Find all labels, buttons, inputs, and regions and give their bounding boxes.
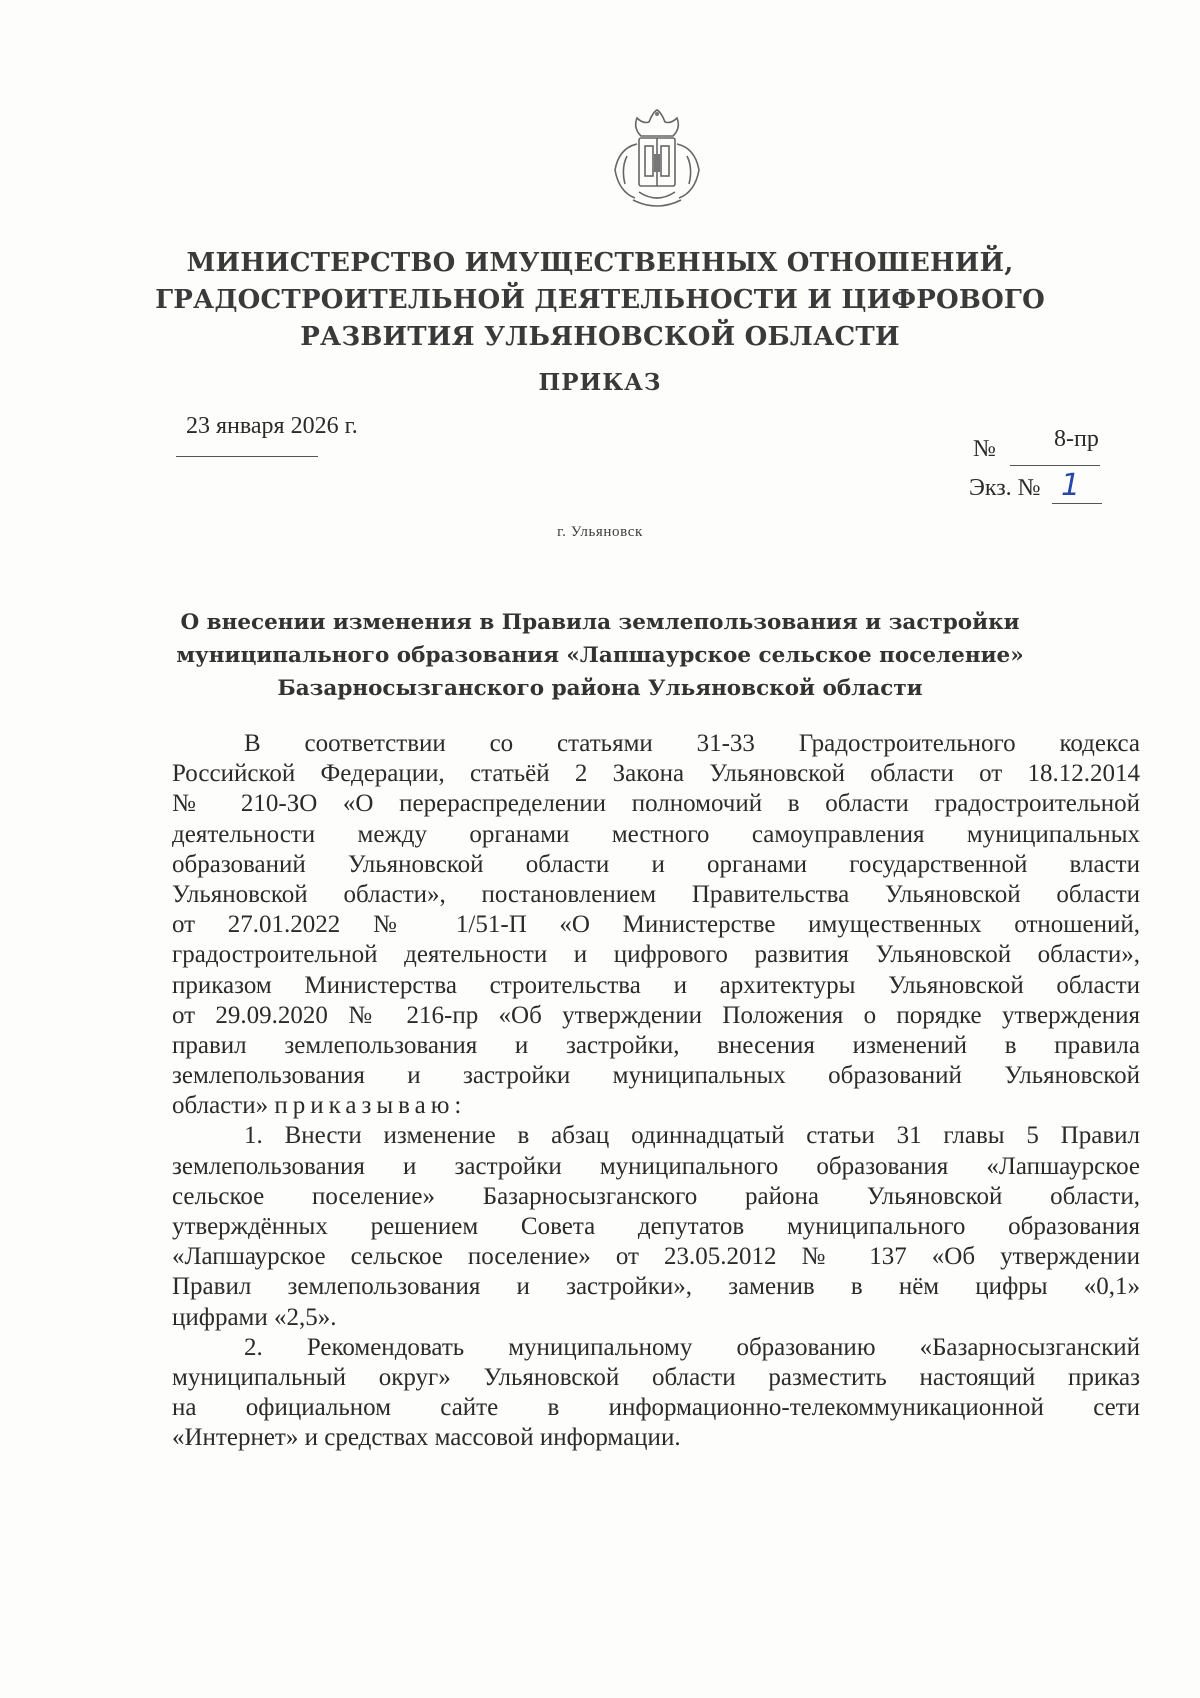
ministry-line: МИНИСТЕРСТВО ИМУЩЕСТВЕННЫХ ОТНОШЕНИЙ, [186,248,1014,278]
body-line: на официальном сайте в информационно-телекоммуникационной сети [172,1394,1140,1422]
body-line: «Лапшаурское сельское поселение» от 23.05.2012 № 137 «Об утверждении [172,1243,1140,1271]
body-line: Российской Федерации, статьёй 2 Закона Ульяновской области от 18.12.2014 [172,760,1140,788]
number-underline [1010,465,1100,466]
body-text: области» [172,1092,269,1120]
number-label: № [973,436,996,462]
body-line: приказом Министерства строительства и архитектуры Ульяновской области [172,971,1140,999]
body-line: от 27.01.2022 № 1/51-П «О Министерстве имущественных отношений, [172,911,1140,939]
copy-number-handwritten: 1 [1061,468,1081,503]
body-line: Правил землепользования и застройки», заменив в нём цифры «0,1» [172,1273,1140,1301]
ministry-line: ГРАДОСТРОИТЕЛЬНОЙ ДЕЯТЕЛЬНОСТИ И ЦИФРОВОГО [155,285,1045,315]
body-line: цифрами «2,5». [172,1303,337,1331]
body-line: № 210-ЗО «О перераспределении полномочий в области градостроительной [172,790,1140,818]
order-body [172,729,1140,1454]
body-line: Ульяновской области», постановлением Правительства Ульяновской области [172,880,1140,908]
body-line: муниципальный округ» Ульяновской области разместить настоящий приказ [172,1363,1140,1391]
body-line: образований Ульяновской области и органами государственной власти [172,850,1140,878]
body-line: «Интернет» и средствах массовой информации. [172,1424,681,1452]
body-line: землепользования и застройки муниципального образования «Лапшаурское [172,1152,1140,1180]
body-line: В соответствии со статьями 31-33 Градостроительного кодекса [244,730,1140,757]
body-line: утверждённых решением Совета депутатов муниципального образования [172,1213,1140,1240]
order-verb: приказываю: [274,1092,467,1120]
subject-line: муниципального образования «Лапшаурское сельское поселение» [176,643,1024,668]
city: г. Ульяновск [557,524,643,540]
body-line: сельское поселение» Базарносызганского района Ульяновской области, [172,1182,1140,1210]
order-subject [130,606,1070,705]
coat-of-arms-emblem [605,108,709,214]
body-line: землепользования и застройки муниципальных образований Ульяновской [172,1062,1140,1090]
body-line: 2. Рекомендовать муниципальному образованию «Базарносызганский [244,1333,1140,1361]
date-underline [176,456,318,457]
body-line: от 29.09.2020 № 216-пр «Об утверждении Положения о порядке утверждения [172,1001,1140,1029]
order-date: 23 января 2026 г. [186,413,358,439]
order-number: 8-пр [1054,426,1099,452]
subject-line: О внесении изменения в Правила землепользования и застройки [180,610,1020,635]
copy-label: Экз. № [969,475,1041,501]
copy-underline [1052,503,1102,504]
body-line [172,1091,1140,1121]
body-line: правил землепользования и застройки, внесения изменений в правила [172,1031,1140,1059]
ministry-line: РАЗВИТИЯ УЛЬЯНОВСКОЙ ОБЛАСТИ [300,322,900,352]
body-line: деятельности между органами местного самоуправления муниципальных [172,820,1140,848]
body-line: 1. Внести изменение в абзац одиннадцатый статьи 31 главы 5 Правил [244,1122,1140,1150]
document-type: ПРИКАЗ [538,369,662,396]
ministry-name [130,245,1070,356]
subject-line: Базарносызганского района Ульяновской области [277,676,923,701]
body-line: градостроительной деятельности и цифрового развития Ульяновской области», [172,941,1140,969]
